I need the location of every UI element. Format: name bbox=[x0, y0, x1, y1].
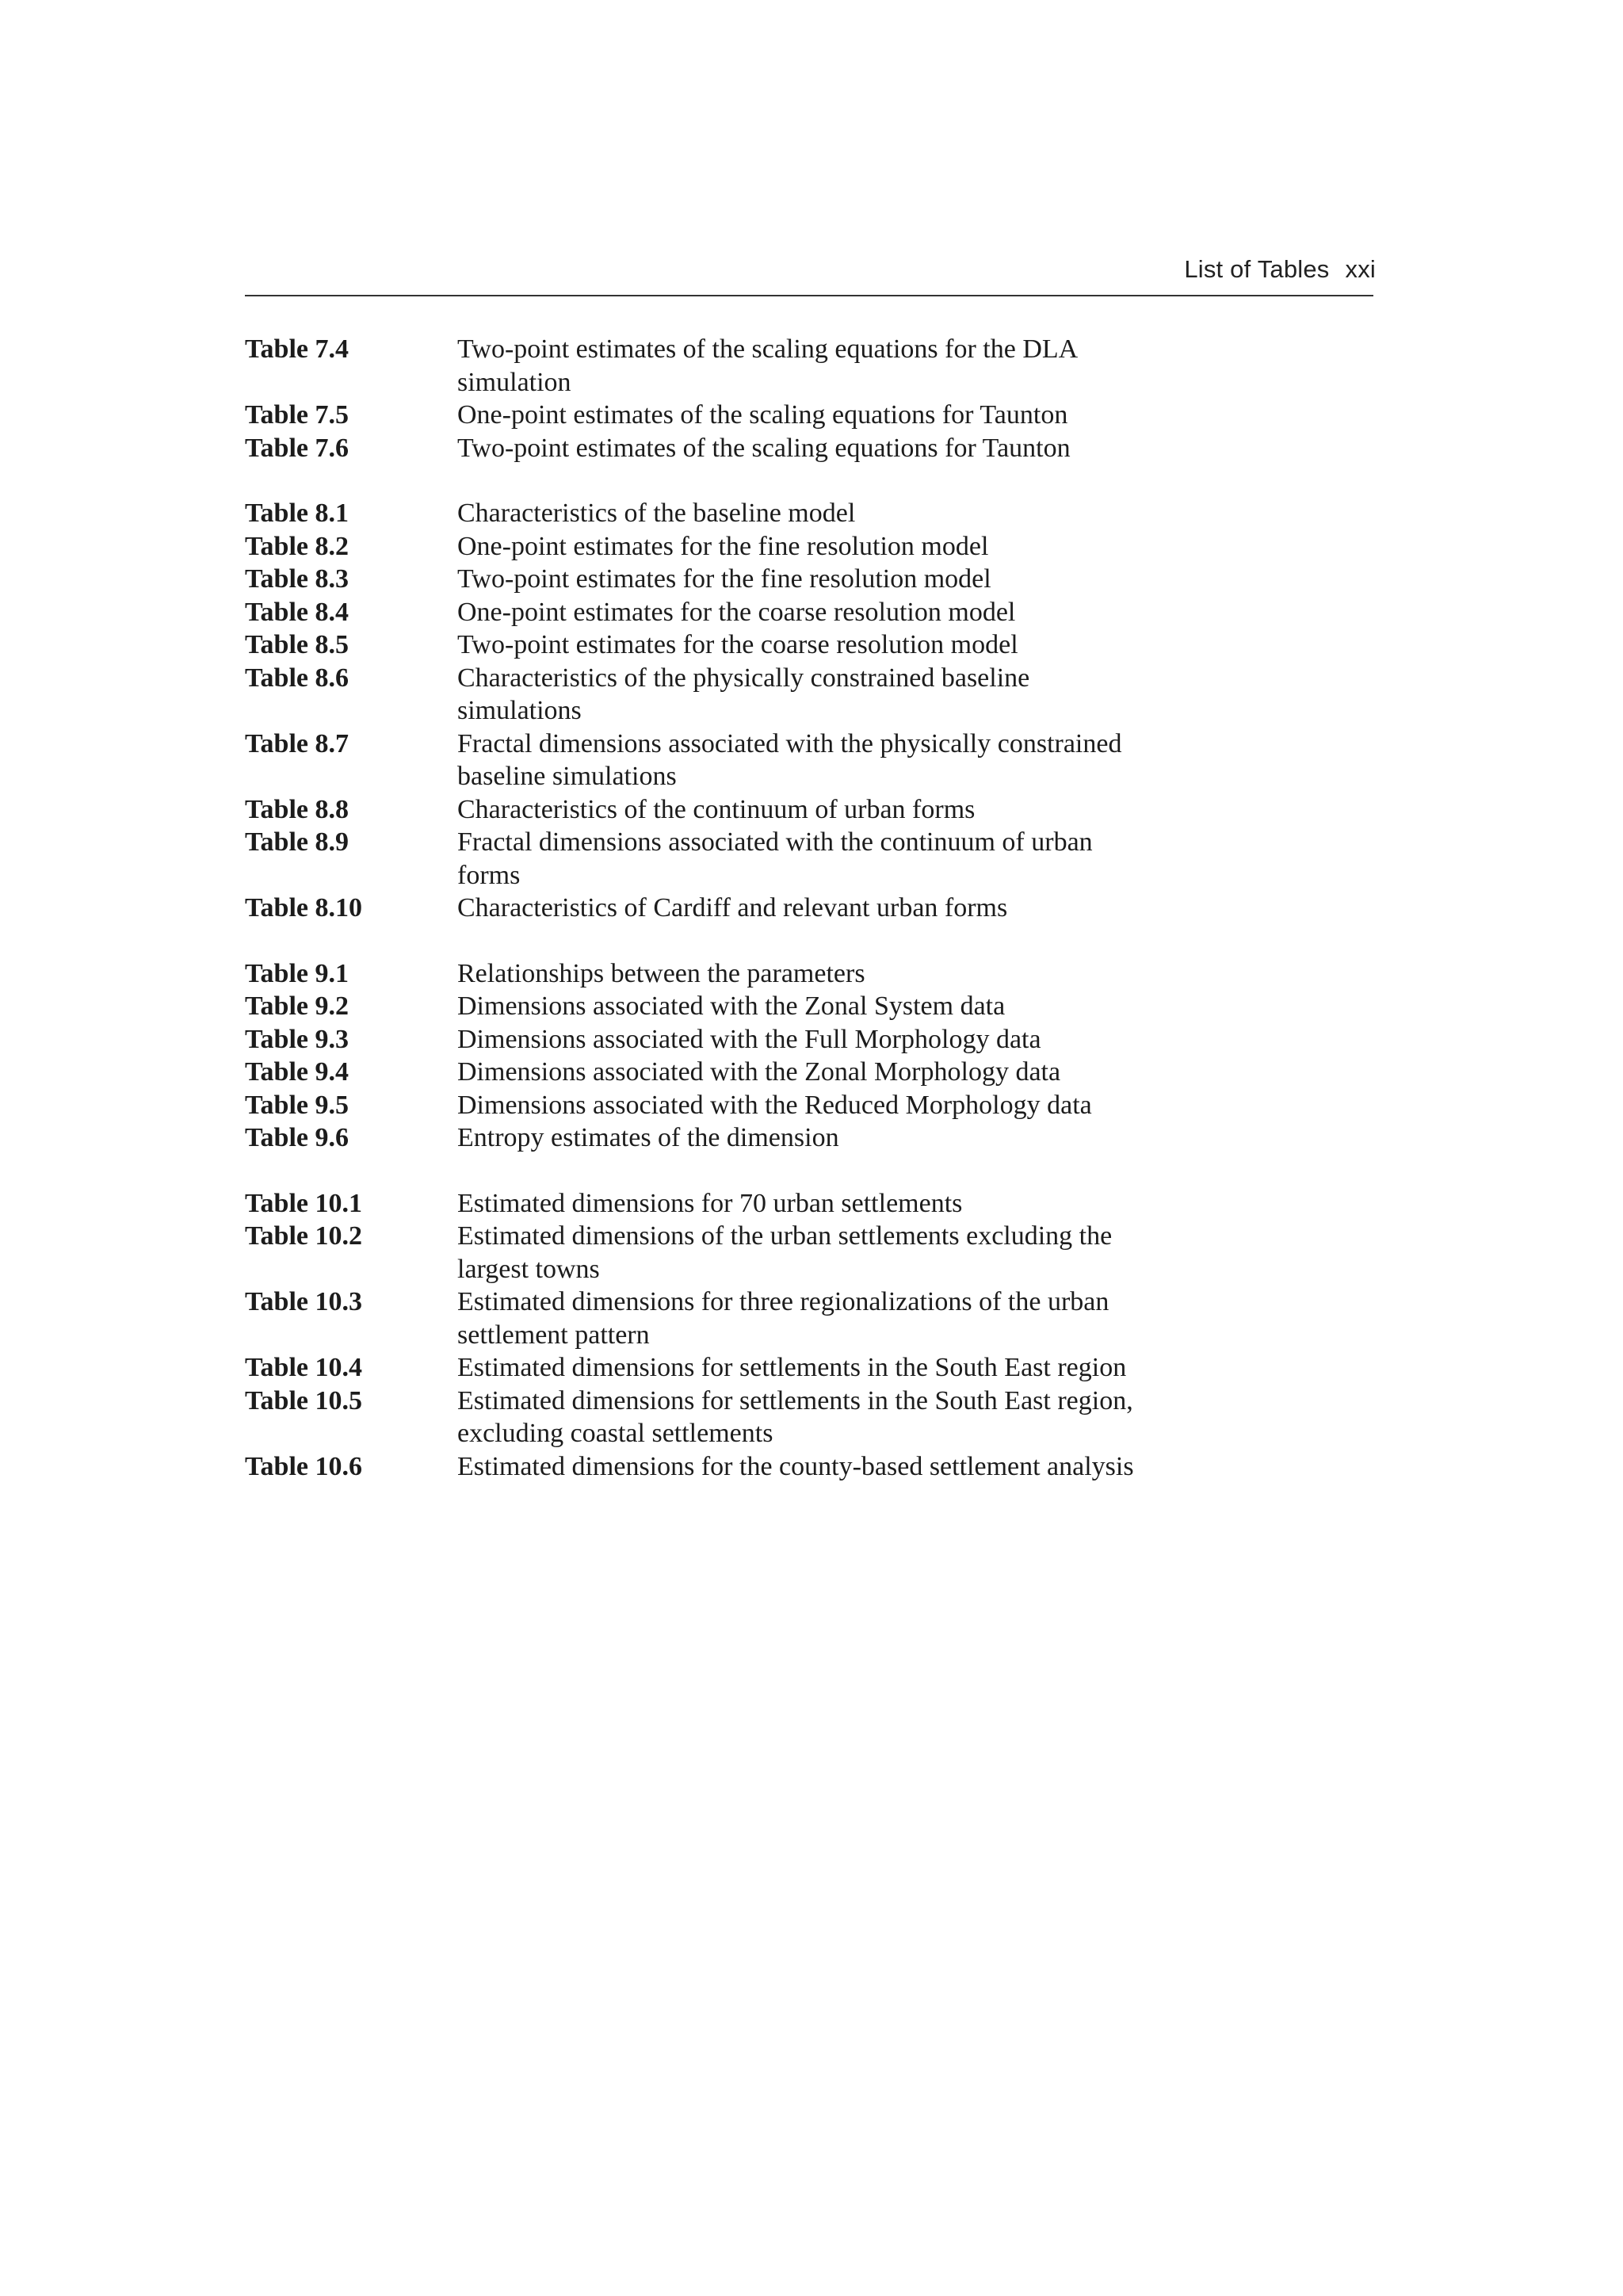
table-title: Estimated dimensions of the urban settlements excluding the largest towns bbox=[457, 1221, 1113, 1284]
table-entry bbox=[245, 628, 1275, 662]
table-number: Table 10.1 bbox=[245, 1188, 363, 1218]
table-entry bbox=[245, 1056, 1275, 1089]
table-title: Dimensions associated with the Full Morphology data bbox=[457, 1024, 1041, 1054]
running-title: List of Tables bbox=[1184, 255, 1330, 283]
table-entry bbox=[245, 892, 1275, 925]
table-entry bbox=[245, 333, 1275, 399]
table-number: Table 8.8 bbox=[245, 794, 349, 824]
table-number: Table 10.2 bbox=[245, 1221, 363, 1251]
table-entry bbox=[245, 990, 1275, 1023]
table-entry bbox=[245, 1351, 1275, 1385]
table-title: Relationships between the parameters bbox=[457, 958, 865, 988]
table-number: Table 9.1 bbox=[245, 958, 349, 988]
table-title: Estimated dimensions for 70 urban settlements bbox=[457, 1188, 963, 1218]
table-title: Characteristics of the physically constrained baseline simulations bbox=[457, 663, 1030, 725]
table-title: Estimated dimensions for settlements in the South East region, excluding coastal settlements bbox=[457, 1385, 1133, 1448]
table-number: Table 10.6 bbox=[245, 1451, 363, 1481]
table-number: Table 9.2 bbox=[245, 991, 349, 1021]
table-entry bbox=[245, 497, 1275, 530]
table-number: Table 8.4 bbox=[245, 597, 349, 627]
table-title: Fractal dimensions associated with the physically constrained baseline simulations bbox=[457, 728, 1122, 791]
table-title: Estimated dimensions for settlements in the South East region bbox=[457, 1353, 1127, 1382]
table-number: Table 10.5 bbox=[245, 1385, 363, 1415]
running-head bbox=[1184, 255, 1376, 284]
table-entry bbox=[245, 826, 1275, 892]
table-entry bbox=[245, 957, 1275, 991]
table-entry bbox=[245, 1023, 1275, 1056]
table-number: Table 10.4 bbox=[245, 1353, 363, 1382]
table-title: Characteristics of the continuum of urban forms bbox=[457, 794, 976, 824]
table-title: Estimated dimensions for three regionalizations of the urban settlement pattern bbox=[457, 1287, 1109, 1350]
table-title: One-point estimates of the scaling equations for Taunton bbox=[457, 400, 1068, 430]
table-number: Table 8.6 bbox=[245, 663, 349, 693]
table-number: Table 9.6 bbox=[245, 1123, 349, 1152]
table-title: Dimensions associated with the Zonal Morphology data bbox=[457, 1057, 1061, 1087]
table-group bbox=[245, 957, 1275, 1155]
table-title: One-point estimates for the fine resolution model bbox=[457, 531, 989, 561]
table-entry bbox=[245, 793, 1275, 827]
table-entry bbox=[245, 596, 1275, 629]
table-group bbox=[245, 1187, 1275, 1484]
table-number: Table 9.3 bbox=[245, 1024, 349, 1054]
table-number: Table 10.3 bbox=[245, 1287, 363, 1316]
table-number: Table 7.6 bbox=[245, 433, 349, 463]
table-number: Table 8.1 bbox=[245, 499, 349, 528]
table-title: Two-point estimates of the scaling equations for Taunton bbox=[457, 433, 1071, 463]
table-title: Two-point estimates for the coarse resolution model bbox=[457, 630, 1018, 659]
table-number: Table 8.2 bbox=[245, 531, 349, 561]
table-entry bbox=[245, 728, 1275, 793]
table-number: Table 8.10 bbox=[245, 893, 363, 923]
table-entry bbox=[245, 1187, 1275, 1221]
table-title: Two-point estimates of the scaling equations for the DLA simulation bbox=[457, 334, 1077, 397]
table-number: Table 9.5 bbox=[245, 1090, 349, 1120]
table-number: Table 8.5 bbox=[245, 630, 349, 659]
table-title: Fractal dimensions associated with the continuum of urban forms bbox=[457, 827, 1093, 890]
table-number: Table 8.3 bbox=[245, 564, 349, 594]
page-number: xxi bbox=[1345, 255, 1376, 283]
table-entry bbox=[245, 1121, 1275, 1155]
table-title: One-point estimates for the coarse resolution model bbox=[457, 597, 1016, 627]
table-entry bbox=[245, 399, 1275, 432]
table-group bbox=[245, 333, 1275, 464]
table-group bbox=[245, 497, 1275, 925]
table-number: Table 7.5 bbox=[245, 400, 349, 430]
table-entry bbox=[245, 1089, 1275, 1122]
header-rule bbox=[245, 295, 1373, 296]
table-entry bbox=[245, 563, 1275, 596]
table-entry bbox=[245, 1220, 1275, 1286]
table-entry bbox=[245, 1385, 1275, 1450]
table-entry bbox=[245, 530, 1275, 563]
table-number: Table 8.7 bbox=[245, 728, 349, 758]
table-number: Table 9.4 bbox=[245, 1057, 349, 1087]
table-title: Estimated dimensions for the county-based settlement analysis bbox=[457, 1451, 1134, 1481]
table-entry bbox=[245, 662, 1275, 728]
table-title: Characteristics of Cardiff and relevant urban forms bbox=[457, 893, 1008, 923]
table-title: Dimensions associated with the Reduced Morphology data bbox=[457, 1090, 1092, 1120]
table-title: Dimensions associated with the Zonal System data bbox=[457, 991, 1006, 1021]
table-entry bbox=[245, 1450, 1275, 1484]
table-title: Two-point estimates for the fine resolution model bbox=[457, 564, 991, 594]
table-entry bbox=[245, 1286, 1275, 1351]
table-title: Entropy estimates of the dimension bbox=[457, 1123, 839, 1152]
list-of-tables bbox=[245, 333, 1275, 1483]
table-entry bbox=[245, 432, 1275, 465]
table-number: Table 8.9 bbox=[245, 827, 349, 857]
table-title: Characteristics of the baseline model bbox=[457, 499, 856, 528]
table-number: Table 7.4 bbox=[245, 334, 349, 364]
